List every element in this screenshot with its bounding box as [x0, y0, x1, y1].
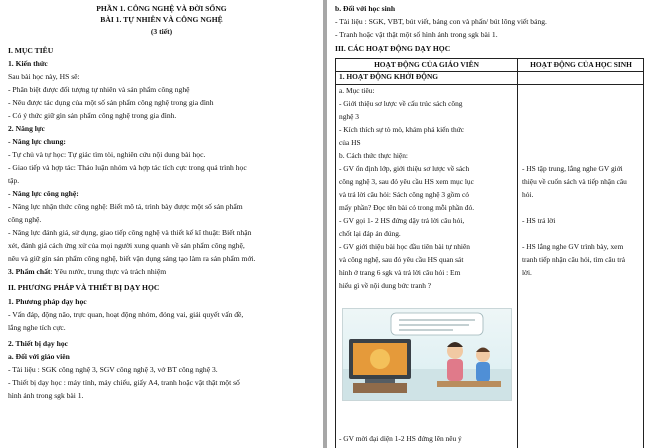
subsection-equipment: 2. Thiết bị dạy học	[8, 339, 68, 348]
subsection-competency: 2. Năng lực	[8, 124, 45, 133]
text-line: - Nêu được tác dụng của một số sản phẩm công nghệ trong gia đình	[8, 98, 214, 107]
qualities-label: 3. Phẩm chất	[8, 267, 51, 276]
text-line: nêu và giữ gìn sản phẩm công nghệ, biết vận dụng sáng tạo làm ra sản phẩm mới.	[8, 254, 256, 263]
text-line: Sau bài học này, HS sẽ:	[8, 72, 80, 81]
text-line: - Năng lực nhận thức công nghệ: Biết mô tả, trình bày được một số sản phẩm	[8, 202, 243, 211]
teacher-equipment-label: a. Đối với giáo viên	[8, 352, 70, 361]
text-line: xét, đánh giá cách ứng xử của mọi người xung quanh về sản phẩm công nghệ,	[8, 241, 245, 250]
teacher-line: a. Mục tiêu:	[339, 86, 375, 95]
lesson-title: BÀI 1. TỰ NHIÊN VÀ CÔNG NGHỆ	[100, 15, 223, 24]
general-competency-label: - Năng lực chung:	[8, 137, 66, 146]
teacher-column-header: HOẠT ĐỘNG CỦA GIÁO VIÊN	[374, 60, 479, 69]
teacher-line: và trả lời câu hỏi: Sách công nghệ 3 gồm có	[339, 190, 469, 199]
teacher-line: của HS	[339, 138, 361, 147]
text-line: - Giao tiếp và hợp tác: Thảo luận nhóm và hợp tác tích cực trong quá trình học	[8, 163, 247, 172]
teacher-line: và công nghệ, sau đó yêu cầu HS quan sát	[339, 255, 464, 264]
teacher-line: - GV ổn định lớp, giới thiệu sơ lược về sách	[339, 164, 470, 173]
text-line: tập.	[8, 176, 20, 185]
activities-table	[335, 58, 644, 448]
student-line: - HS lắng nghe GV trình bày, xem	[522, 242, 624, 251]
teacher-line: - Kích thích sự tò mò, khám phá kiến thức	[339, 125, 465, 134]
teacher-line: - GV gọi 1- 2 HS đứng dậy trả lời câu hỏi,	[339, 216, 465, 225]
activity-heading: 1. HOẠT ĐỘNG KHỞI ĐỘNG	[339, 72, 439, 81]
row-divider	[336, 84, 643, 85]
qualities-line	[8, 267, 166, 277]
textbook-illustration	[342, 308, 512, 401]
student-line: - HS tập trung, lắng nghe GV giới	[522, 164, 623, 173]
text-line: công nghệ.	[8, 215, 42, 224]
section-activities: III. CÁC HOẠT ĐỘNG DẠY HỌC	[335, 44, 451, 53]
text-line: - Có ý thức giữ gìn sản phẩm công nghệ trong gia đình.	[8, 111, 177, 120]
qualities-text: : Yêu nước, trung thực và trách nhiệm	[50, 267, 167, 276]
teacher-line: hình ở trang 6 sgk và trả lời câu hỏi : Em	[339, 268, 461, 277]
technology-competency-label: - Năng lực công nghệ:	[8, 189, 79, 198]
subsection-teaching-methods: 1. Phương pháp dạy học	[8, 297, 87, 306]
teacher-line: - GV mời đại diện 1-2 HS đứng lên nêu ý	[339, 434, 462, 443]
text-line: - Tài liệu : SGK công nghệ 3, SGV công nghệ 3, vở BT công nghệ 3.	[8, 365, 218, 374]
document-page-left	[0, 0, 323, 448]
student-line: - HS trả lời	[522, 216, 556, 225]
teacher-line: - Giới thiệu sơ lược về cấu trúc sách công	[339, 99, 463, 108]
section-methods: II. PHƯƠNG PHÁP VÀ THIẾT BỊ DẠY HỌC	[8, 283, 160, 292]
text-line: hình ảnh trong sgk bài 1.	[8, 391, 84, 400]
teacher-line: hiểu gì về nội dung bức tranh ?	[339, 281, 432, 290]
teacher-line: b. Cách thức thực hiện:	[339, 151, 408, 160]
teacher-line: mấy phần? Đọc tên bài có trong mỗi phần đó.	[339, 203, 475, 212]
text-line: - Tự chủ và tự học: Tự giác tìm tòi, nghiên cứu nội dung bài học.	[8, 150, 206, 159]
teacher-line: - GV giới thiệu bài học đầu tiên bài tự nhiên	[339, 242, 470, 251]
text-line: - Năng lực đánh giá, sử dụng, giao tiếp công nghệ và thiết kế kĩ thuật: Biết nhận	[8, 228, 252, 237]
text-line: - Vấn đáp, động não, trực quan, hoạt động nhóm, đóng vai, giải quyết vấn đề,	[8, 310, 244, 319]
part-heading: PHẦN 1. CÔNG NGHỆ VÀ ĐỜI SỐNG	[96, 4, 227, 13]
teacher-line: công nghệ 3, sau đó yêu cầu HS xem mục lục	[339, 177, 474, 186]
lesson-periods: (3 tiết)	[150, 27, 173, 36]
text-line: - Thiết bị dạy học : máy tính, máy chiếu, giấy A4, tranh hoặc vật thật một số	[8, 378, 240, 387]
student-line: hỏi.	[522, 190, 534, 199]
subsection-knowledge: 1. Kiến thức	[8, 59, 48, 68]
student-line: lời.	[522, 268, 532, 277]
student-equipment-label: b. Đối với học sinh	[335, 4, 396, 13]
document-page-right	[327, 0, 650, 448]
column-divider	[517, 59, 518, 448]
student-line: tranh tiếp nhận câu hỏi, tìm câu trả	[522, 255, 626, 264]
section-objectives: I. MỤC TIÊU	[8, 46, 54, 55]
text-line: - Tài liệu : SGK, VBT, bút viết, bảng con và phấn/ bút lông viết bảng.	[335, 17, 547, 26]
text-line: - Phân biệt được đối tượng tự nhiên và sản phẩm công nghệ	[8, 85, 190, 94]
teacher-line: chốt lại đáp án đúng.	[339, 229, 401, 238]
classroom-scene-icon	[343, 309, 512, 401]
student-column-header: HOẠT ĐỘNG CỦA HỌC SINH	[530, 60, 632, 69]
text-line: - Tranh hoặc vật thật một số hình ảnh trong sgk bài 1.	[335, 30, 498, 39]
student-line: thiệu về cuốn sách và tiếp nhận câu	[522, 177, 627, 186]
text-line: lắng nghe tích cực.	[8, 323, 66, 332]
teacher-line: nghệ 3	[339, 112, 359, 121]
